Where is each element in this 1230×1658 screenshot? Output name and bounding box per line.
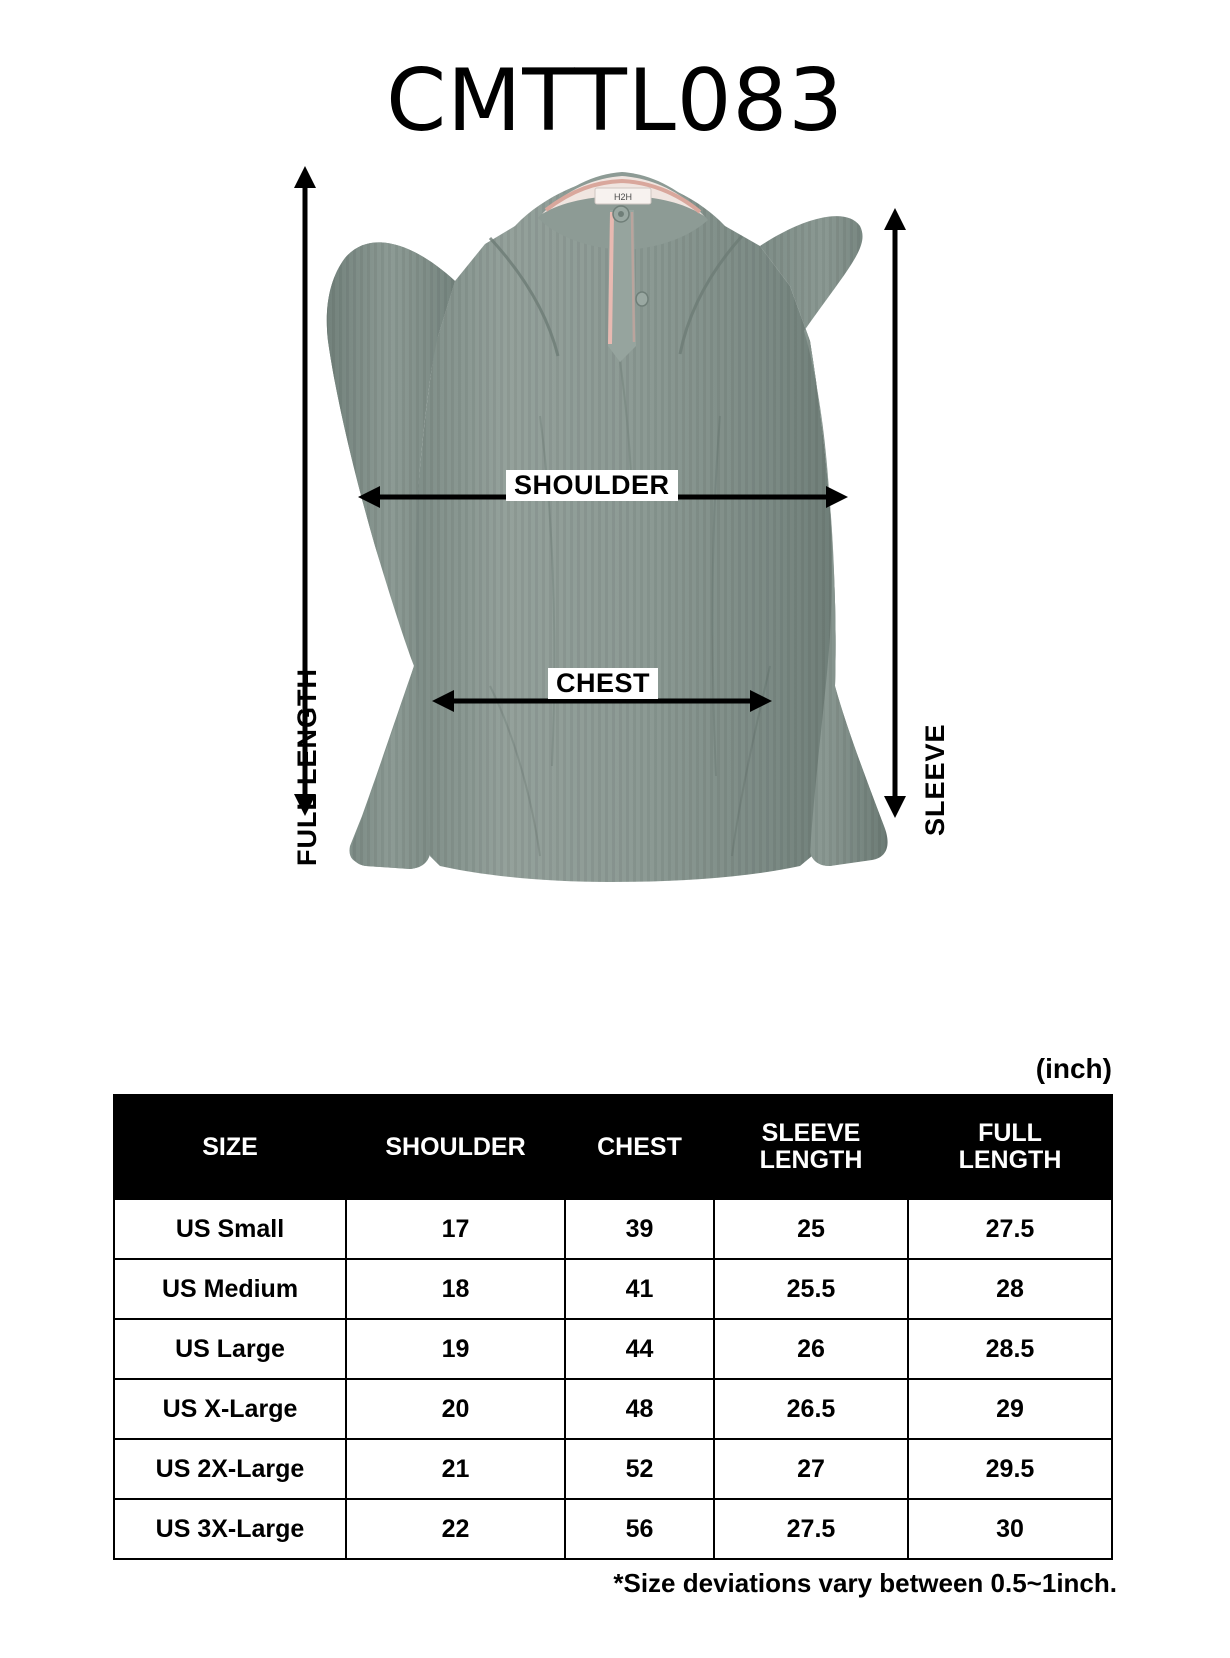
table-body [114,1199,1112,1559]
cell-size: US Small [114,1199,346,1259]
cell-full: 27.5 [908,1199,1112,1259]
header-sleeve-line1: SLEEVE [761,1119,861,1147]
cell-sleeve: 25 [714,1199,908,1259]
header-sleeve-length [714,1095,908,1199]
cell-chest: 48 [565,1379,714,1439]
cell-shoulder: 19 [346,1319,565,1379]
cell-size: US Medium [114,1259,346,1319]
sleeve-label: SLEEVE [920,723,950,836]
header-shoulder: SHOULDER [346,1095,565,1199]
shoulder-label: SHOULDER [506,470,678,501]
cell-chest: 52 [565,1439,714,1499]
cell-full: 29.5 [908,1439,1112,1499]
page-title: CMTTL083 [386,51,844,151]
neck-tag-text: H2H [613,192,633,202]
size-deviation-note: *Size deviations vary between 0.5~1inch. [613,1568,1117,1598]
unit-note: (inch) [1035,1053,1112,1084]
cell-chest: 56 [565,1499,714,1559]
cell-full: 28.5 [908,1319,1112,1379]
cell-full: 30 [908,1499,1112,1559]
cell-size: US X-Large [114,1379,346,1439]
garment-diagram [0,166,1230,956]
table-row [114,1319,1112,1379]
garment-illustration [290,166,930,886]
cell-shoulder: 22 [346,1499,565,1559]
table-row [114,1259,1112,1319]
header-full-line1: FULL [978,1119,1042,1147]
cell-full: 28 [908,1259,1112,1319]
cell-sleeve: 25.5 [714,1259,908,1319]
table-row [114,1199,1112,1259]
cell-chest: 39 [565,1199,714,1259]
size-chart-table [113,1094,1113,1560]
cell-full: 29 [908,1379,1112,1439]
cell-chest: 44 [565,1319,714,1379]
header-size: SIZE [114,1095,346,1199]
header-full-length [908,1095,1112,1199]
cell-shoulder: 18 [346,1259,565,1319]
cell-shoulder: 20 [346,1379,565,1439]
cell-sleeve: 27 [714,1439,908,1499]
sleeve-arrow [875,208,915,818]
cell-sleeve: 26.5 [714,1379,908,1439]
table-row [114,1499,1112,1559]
full-length-label: FULL LENGTH [292,668,322,866]
cell-shoulder: 17 [346,1199,565,1259]
header-chest: CHEST [565,1095,714,1199]
header-full-line2: LENGTH [958,1146,1062,1174]
cell-size: US Large [114,1319,346,1379]
cell-size: US 3X-Large [114,1499,346,1559]
table-row [114,1379,1112,1439]
cell-size: US 2X-Large [114,1439,346,1499]
cell-chest: 41 [565,1259,714,1319]
cell-sleeve: 26 [714,1319,908,1379]
table-row [114,1439,1112,1499]
header-sleeve-line2: LENGTH [759,1146,863,1174]
cell-sleeve: 27.5 [714,1499,908,1559]
table-header-row [114,1095,1112,1199]
cell-shoulder: 21 [346,1439,565,1499]
chest-label: CHEST [548,668,658,699]
